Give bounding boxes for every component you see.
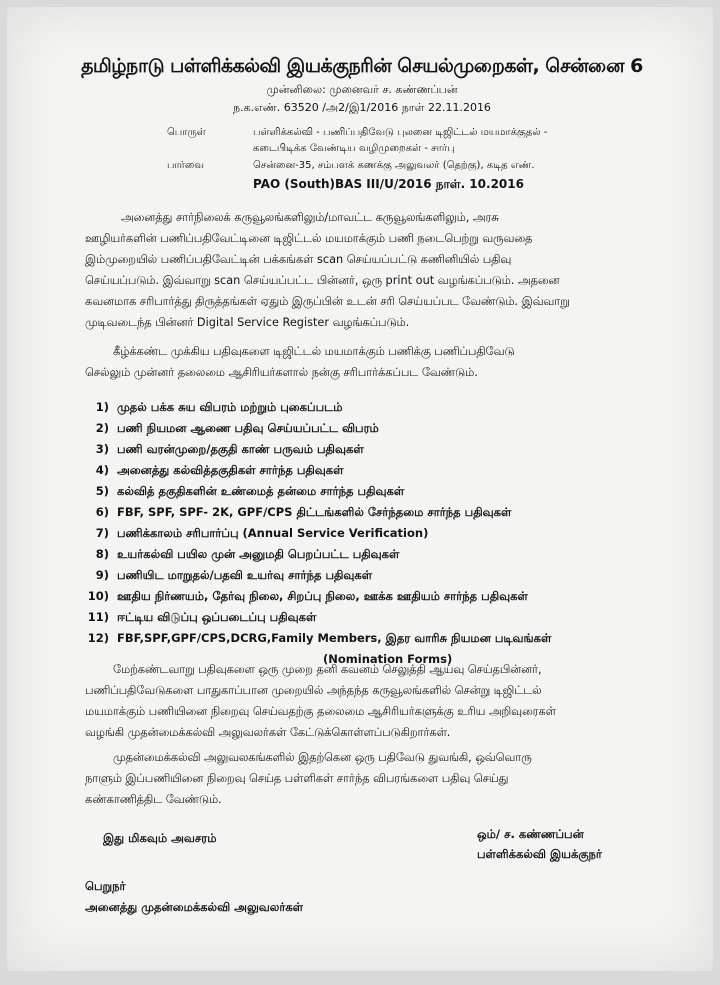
item-text: முதல் பக்க சுய விபரம் மற்றும் புகைப்படம் [117, 400, 343, 414]
paragraph-1-line: கவனமாக சரிபார்த்து திருத்தங்கள் ஏதும் இருப்பின் உடன் சரி செய்யப்பட வேண்டும். இவ்வாறு [85, 295, 570, 308]
list-item [87, 607, 687, 628]
item-number: 5) [95, 484, 109, 498]
item-text: ஊதிய நிர்ணயம், தேர்வு நிலை, சிறப்பு நிலை, ஊக்க ஊதியம் சார்ந்த பதிவுகள் [117, 589, 528, 603]
list-item [87, 502, 687, 523]
list-item [87, 418, 687, 439]
paragraph-3-line: மேற்கண்டவாறு பதிவுகளை ஒரு முறை தனி கவனம் செலுத்தி ஆய்வு செய்தபின்னர், [113, 663, 542, 676]
item-continuation: (Nomination Forms) [323, 652, 453, 666]
item-text: ஈட்டிய விடுப்பு ஒப்படைப்பு பதிவுகள் [117, 610, 317, 624]
item-number: 3) [95, 442, 109, 456]
paragraph-4-line: முதன்மைக்கல்வி அலுவலகங்களில் இதற்கென ஒரு பதிவேடு துவங்கி, ஒவ்வொரு [113, 751, 532, 764]
item-number: 8) [95, 547, 109, 561]
item-text: பணியிட மாறுதல்/பதவி உயர்வு சார்ந்த பதிவுகள் [117, 568, 373, 582]
checklist [87, 397, 687, 670]
document-page [7, 7, 713, 971]
signatory-designation: பள்ளிக்கல்வி இயக்குநர் [477, 847, 602, 861]
item-text: பணி நியமன ஆணை பதிவு செய்யப்பட்ட விபரம் [117, 421, 379, 435]
document-title: தமிழ்நாடு பள்ளிக்கல்வி இயக்குநரின் செயல்முறைகள், சென்னை 6 [81, 55, 643, 77]
proceedings-number: ந.க.எண். 63520 /அ2/இ1/2016 நாள் 22.11.2016 [233, 101, 491, 114]
list-item [87, 397, 687, 418]
subject-label: பொருள் [167, 127, 206, 138]
paragraph-3 [85, 659, 675, 743]
list-item [87, 586, 687, 607]
item-text: பணி வரன்முறை/தகுதி காண் பருவம் பதிவுகள் [117, 442, 364, 456]
item-text: கல்வித் தகுதிகளின் உண்மைத் தன்மை சார்ந்த பதிவுகள் [117, 484, 405, 498]
paragraph-2-line: கீழ்க்கண்ட முக்கிய பதிவுகளை டிஜிட்டல் மயமாக்கும் பணிக்கு பணிப்பதிவேடு [113, 345, 515, 358]
paragraph-3-line: மயமாக்கும் பணியினை நிறைவு செய்வதற்கு தலைமை ஆசிரியர்களுக்கு உரிய அறிவுரைகள் [85, 705, 556, 718]
paragraph-1 [85, 207, 675, 333]
list-item [87, 628, 687, 649]
list-item [87, 544, 687, 565]
item-number: 1) [95, 400, 109, 414]
item-text: அனைத்து கல்வித்தகுதிகள் சார்ந்த பதிவுகள் [117, 463, 344, 477]
item-number: 2) [95, 421, 109, 435]
item-number: 6) [95, 505, 109, 519]
signatory-name: ஒம்/ ச. கண்ணப்பன் [477, 827, 584, 841]
item-number: 10) [87, 589, 109, 603]
item-text: FBF, SPF, SPF- 2K, GPF/CPS திட்டங்களில் சேர்ந்தமை சார்ந்த பதிவுகள் [117, 505, 512, 519]
item-number: 12) [87, 631, 109, 645]
paragraph-1-line: முடிவடைந்த பின்னர் Digital Service Register வழங்கப்படும். [85, 316, 410, 329]
item-number: 4) [95, 463, 109, 477]
list-item [87, 460, 687, 481]
pao-reference: PAO (South)BAS III/U/2016 நாள். 10.2016 [253, 177, 524, 191]
paragraph-3-line: பணிப்பதிவேடுகளை பாதுகாப்பான முறையில் அந்தந்த கருவூலங்களில் சென்று டிஜிட்டல் [85, 684, 542, 697]
recipient-label: பெறுநர் [85, 879, 126, 893]
paragraph-2-line: செல்லும் முன்னர் தலைமை ஆசிரியர்களால் நன்கு சரிபார்க்கப்பட வேண்டும். [85, 366, 478, 379]
item-number: 9) [95, 568, 109, 582]
reference-label: பார்வை [167, 160, 204, 171]
paragraph-1-line: இம்முறையில் பணிப்பதிவேட்டின் பக்கங்கள் scan செய்யப்பட்டு கணினியில் பதிவு [85, 253, 512, 266]
paragraph-4-line: நாளும் இப்பணியினை நிறைவு செய்த பள்ளிகள் சார்ந்த விபரங்களை பதிவு செய்து [85, 772, 509, 785]
officer-line: முன்னிலை: முனைவர் ச. கண்ணப்பன் [266, 83, 458, 96]
list-item [87, 481, 687, 502]
paragraph-2 [85, 341, 675, 383]
subject-line-2: கடைபிடிக்க வேண்டிய வழிமுறைகள் - சார்பு [253, 143, 455, 154]
subject-line-1: பள்ளிக்கல்வி - பணிப்பதிவேடு புலனை டிஜிட்டல் மயமாக்குதல் - [253, 127, 548, 138]
item-text: பணிக்காலம் சரிபார்ப்பு (Annual Service Verification) [117, 526, 429, 540]
urgent-note: இது மிகவும் அவசரம் [103, 831, 217, 845]
paragraph-4 [85, 747, 675, 810]
paragraph-1-line: ஊழியர்களின் பணிப்பதிவேட்டினை டிஜிட்டல் மயமாக்கும் பணி நடைபெற்று வருவதை [85, 232, 533, 245]
paragraph-1-line: அனைத்து சார்நிலைக் கருவூலங்களிலும்/மாவட்ட கருவூலங்களிலும், அரசு [121, 211, 499, 224]
reference-line: சென்னை-35, சம்பளக் கணக்கு அலுவலர் (தெற்கு), கடித எண். [253, 160, 535, 171]
item-number: 7) [95, 526, 109, 540]
recipient-to: அனைத்து முதன்மைக்கல்வி அலுவலர்கள் [85, 900, 304, 914]
item-number: 11) [87, 610, 109, 624]
paragraph-1-line: செய்யப்படும். இவ்வாறு scan செய்யப்பட்ட பின்னர், ஒரு print out வழங்கப்படும். அதனை [85, 274, 560, 287]
paragraph-3-line: வழங்கி முதன்மைக்கல்வி அலுவலர்கள் கேட்டுக்கொள்ளப்படுகிறார்கள். [85, 726, 451, 739]
list-item [87, 523, 687, 544]
list-item [87, 439, 687, 460]
item-text: உயர்கல்வி பயில முன் அனுமதி பெறப்பட்ட பதிவுகள் [117, 547, 400, 561]
item-text: FBF,SPF,GPF/CPS,DCRG,Family Members, இதர வாரிசு நியமன படிவங்கள் [117, 631, 552, 645]
list-item [87, 565, 687, 586]
paragraph-4-line: கண்காணித்திட வேண்டும். [85, 793, 222, 806]
